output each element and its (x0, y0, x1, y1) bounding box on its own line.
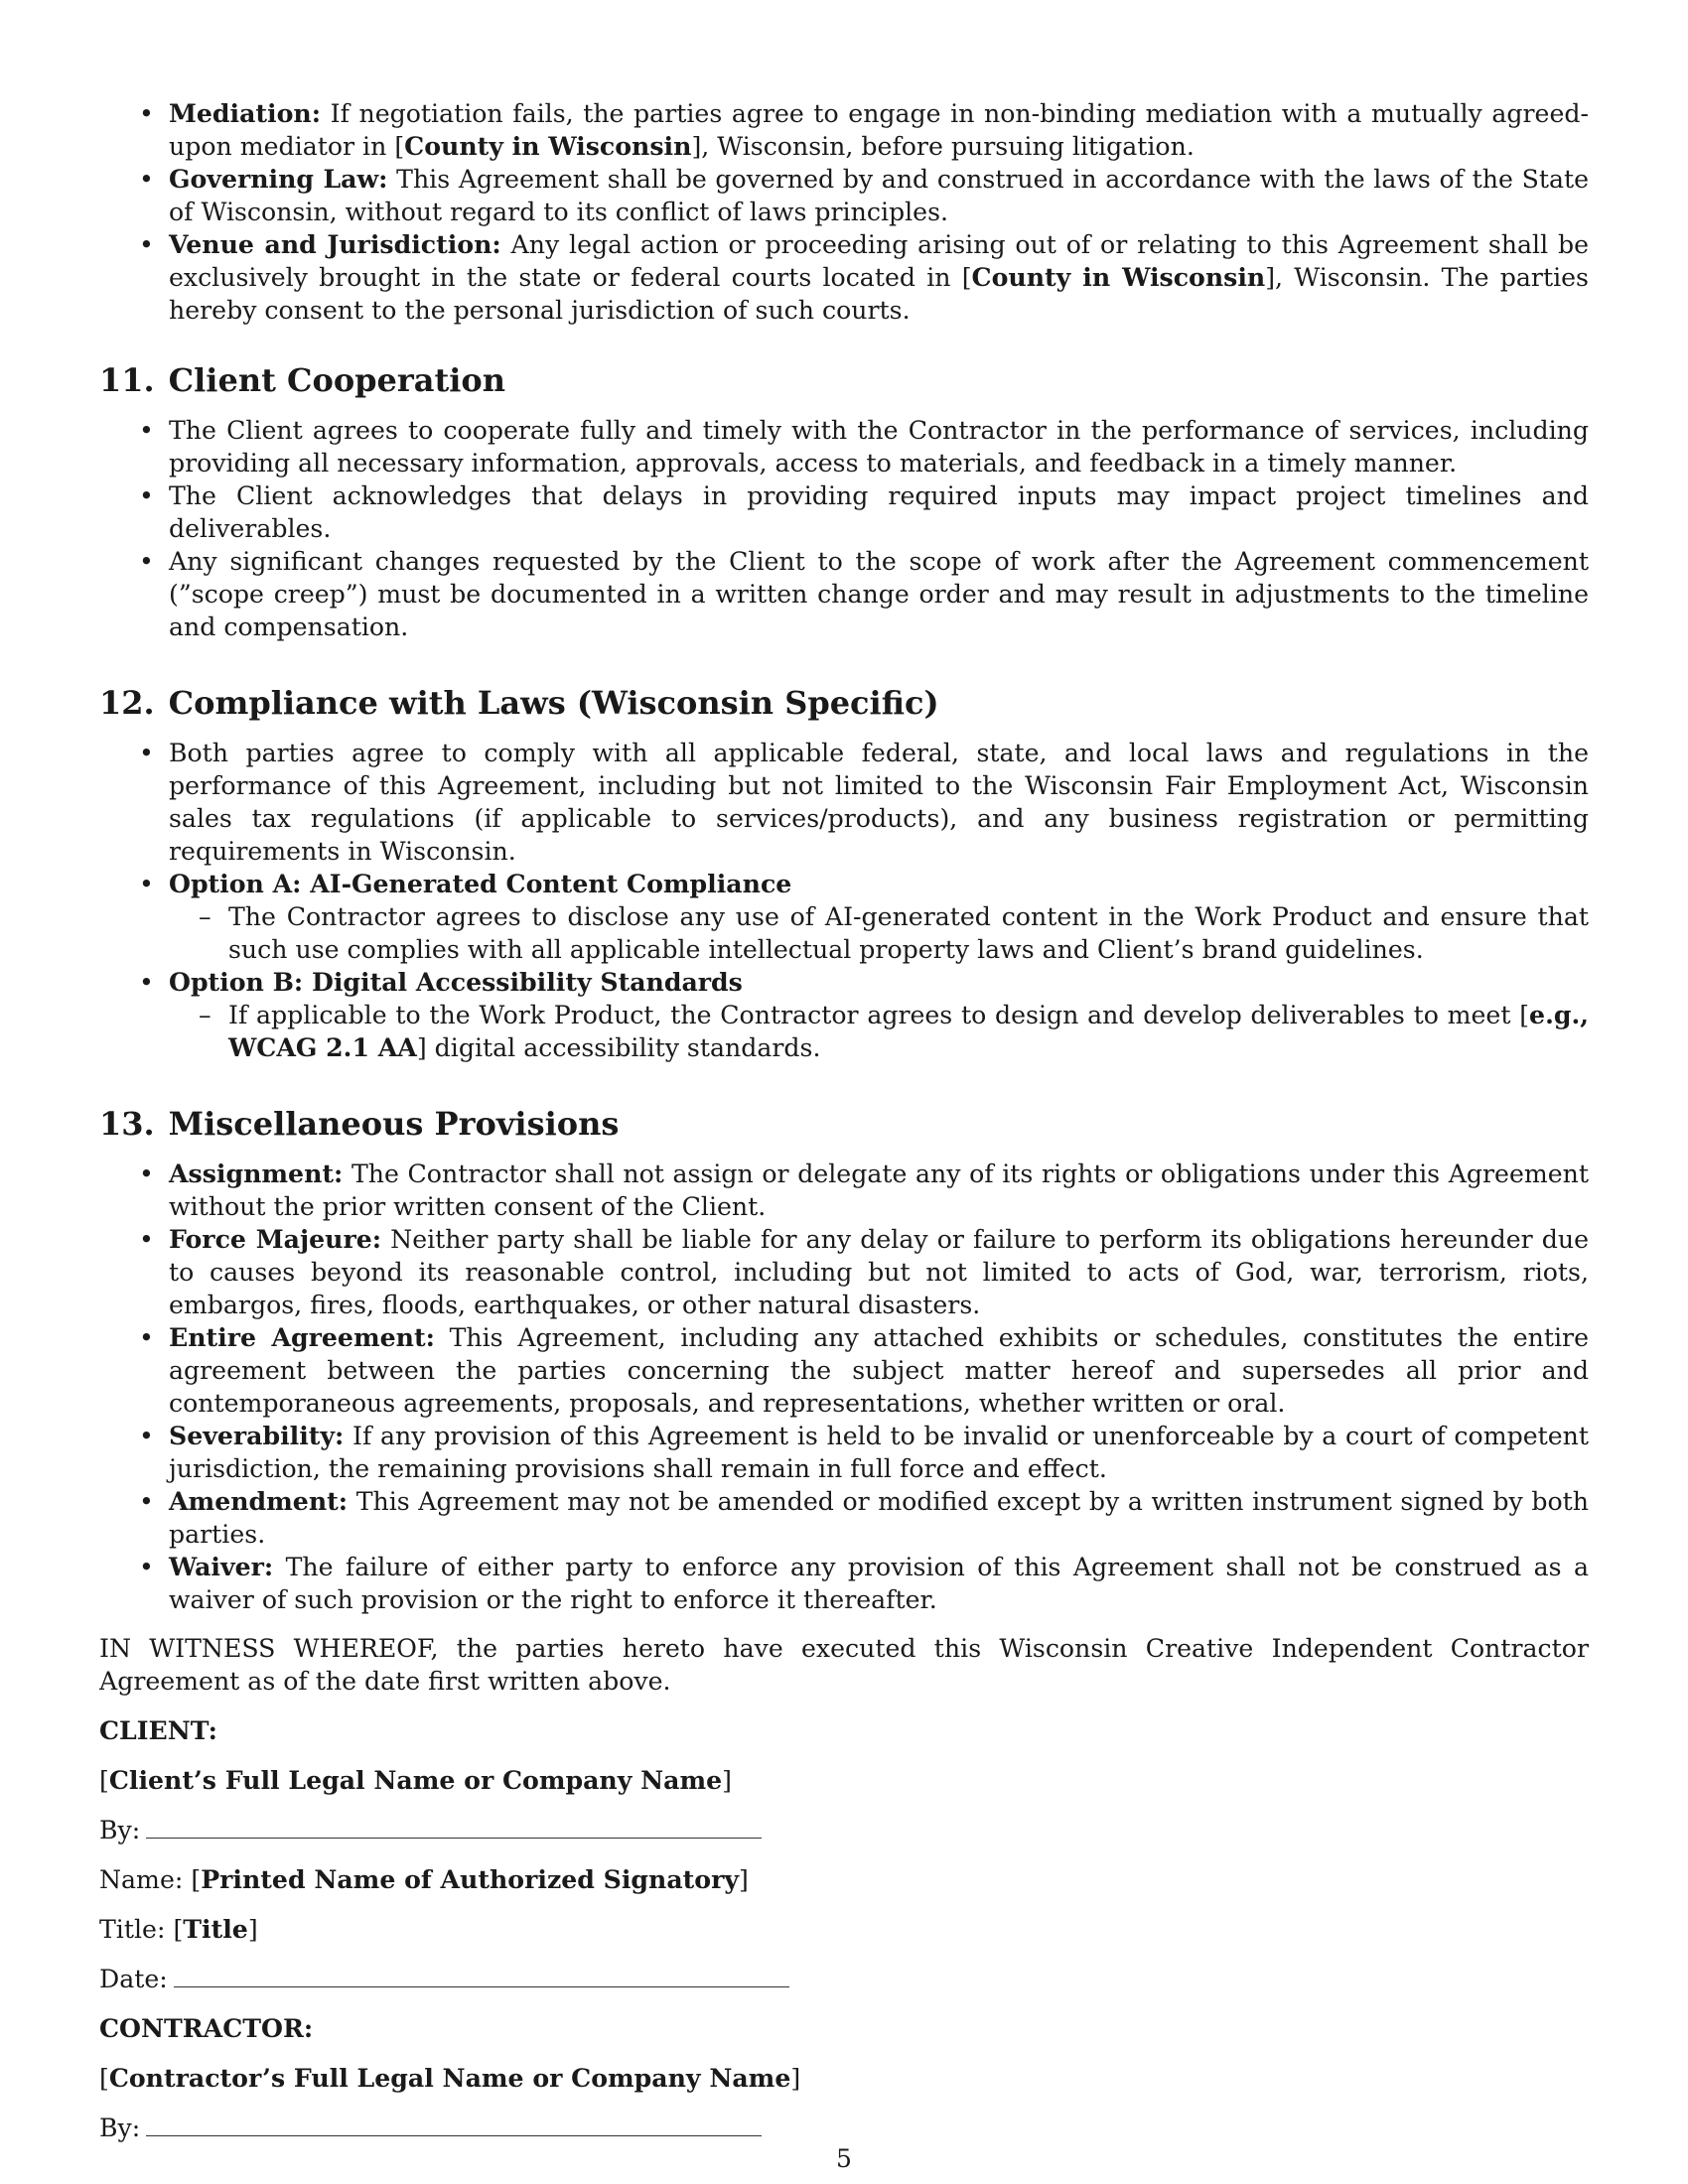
section-heading: 12. Compliance with Laws (Wisconsin Specific) (99, 684, 939, 722)
client-company-name: [Client’s Full Legal Name or Company Name] (99, 1765, 732, 1795)
signature-blank[interactable] (146, 1816, 762, 1839)
list-item: • Mediation: If negotiation fails, the parties agree to engage in non-binding mediation with a mutually agreed-upon mediator in [County in Wisconsin], Wisconsin, before pursuing litigation. (99, 97, 1589, 163)
option-b-label: Option B: Digital Accessibility Standards (169, 967, 743, 997)
list-item (99, 966, 1589, 1064)
page-number: 5 (836, 2144, 852, 2173)
list-item: • Force Majeure: Neither party shall be liable for any delay or failure to perform its obligations hereunder due to causes beyond its reasonable control, including but not limited to acts of God, war, terrorism, riots, embargos, fires, floods, earthquakes, or other natural disasters. (99, 1223, 1589, 1321)
section-heading: 13. Miscellaneous Provisions (99, 1105, 620, 1143)
option-b-sublist (169, 999, 1589, 1064)
contractor-company-name: [Contractor’s Full Legal Name or Company Name] (99, 2063, 801, 2093)
miscellaneous-list (99, 1158, 1589, 1616)
contractor-signature-line[interactable]: By: (99, 2112, 1589, 2144)
list-item: • Any significant changes requested by the Client to the scope of work after the Agreement commencement (”scope creep”) must be documented in a written change order and may result in adjustments to the timeline and compensation. (99, 545, 1589, 643)
client-signature-line[interactable]: By: (99, 1814, 1589, 1846)
list-item: • Entire Agreement: This Agreement, including any attached exhibits or schedules, constitutes the entire agreement between the parties concerning the subject matter hereof and supersedes all prior and contemporaneous agreements, proposals, and representations, whether written or oral. (99, 1321, 1589, 1420)
contractor-heading: CONTRACTOR: (99, 2013, 314, 2043)
list-item: • Governing Law: This Agreement shall be governed by and construed in accordance with the laws of the State of Wisconsin, without regard to its conflict of laws principles. (99, 163, 1589, 228)
option-a-label: Option A: AI-Generated Content Compliance (169, 869, 792, 898)
list-item: • The Client acknowledges that delays in providing required inputs may impact project timelines and deliverables. (99, 479, 1589, 545)
document-page (99, 97, 1589, 2144)
list-item: • Severability: If any provision of this Agreement is held to be invalid or unenforceable by a court of competent jurisdiction, the remaining provisions shall remain in full force and effect. (99, 1420, 1589, 1485)
client-heading: CLIENT: (99, 1715, 217, 1745)
section-heading: 11. Client Cooperation (99, 361, 506, 399)
sub-list-item: – If applicable to the Work Product, the Contractor agrees to design and develop deliverables to meet [e.g., WCAG 2.1 AA] digital accessibility standards. (169, 999, 1589, 1064)
list-item: • Both parties agree to comply with all applicable federal, state, and local laws and regulations in the performance of this Agreement, including but not limited to the Wisconsin Fair Employment Act, Wisconsin sales tax regulations (if applicable to services/products), and any business registration or permitting requirements in Wisconsin. (99, 737, 1589, 868)
option-a-sublist (169, 900, 1589, 966)
signature-blank[interactable] (146, 2114, 762, 2136)
client-date-line[interactable]: Date: (99, 1963, 1589, 1995)
date-blank[interactable] (174, 1965, 789, 1987)
client-title: Title: [Title] (99, 1914, 258, 1944)
list-item: • Waiver: The failure of either party to enforce any provision of this Agreement shall not be construed as a waiver of such provision or the right to enforce it thereafter. (99, 1551, 1589, 1616)
compliance-list (99, 737, 1589, 1064)
dispute-resolution-list (99, 97, 1589, 327)
list-item: • Venue and Jurisdiction: Any legal action or proceeding arising out of or relating to this Agreement shall be exclusively brought in the state or federal courts located in [County in Wisconsin], Wisconsin. The parties hereby consent to the personal jurisdiction of such courts. (99, 228, 1589, 327)
client-cooperation-list (99, 414, 1589, 643)
list-item (99, 868, 1589, 966)
list-item: • The Client agrees to cooperate fully and timely with the Contractor in the performance of services, including providing all necessary information, approvals, access to materials, and feedback in a timely manner. (99, 414, 1589, 479)
list-item: • Amendment: This Agreement may not be amended or modified except by a written instrument signed by both parties. (99, 1485, 1589, 1551)
client-printed-name: Name: [Printed Name of Authorized Signatory] (99, 1864, 749, 1894)
list-item: • Assignment: The Contractor shall not assign or delegate any of its rights or obligations under this Agreement without the prior written consent of the Client. (99, 1158, 1589, 1223)
sub-list-item: – The Contractor agrees to disclose any use of AI-generated content in the Work Product and ensure that such use complies with all applicable intellectual property laws and Client’s brand guidelines. (169, 900, 1589, 966)
witness-statement: IN WITNESS WHEREOF, the parties hereto have executed this Wisconsin Creative Independent Contractor Agreement as of the date first written above. (99, 1634, 1589, 1696)
